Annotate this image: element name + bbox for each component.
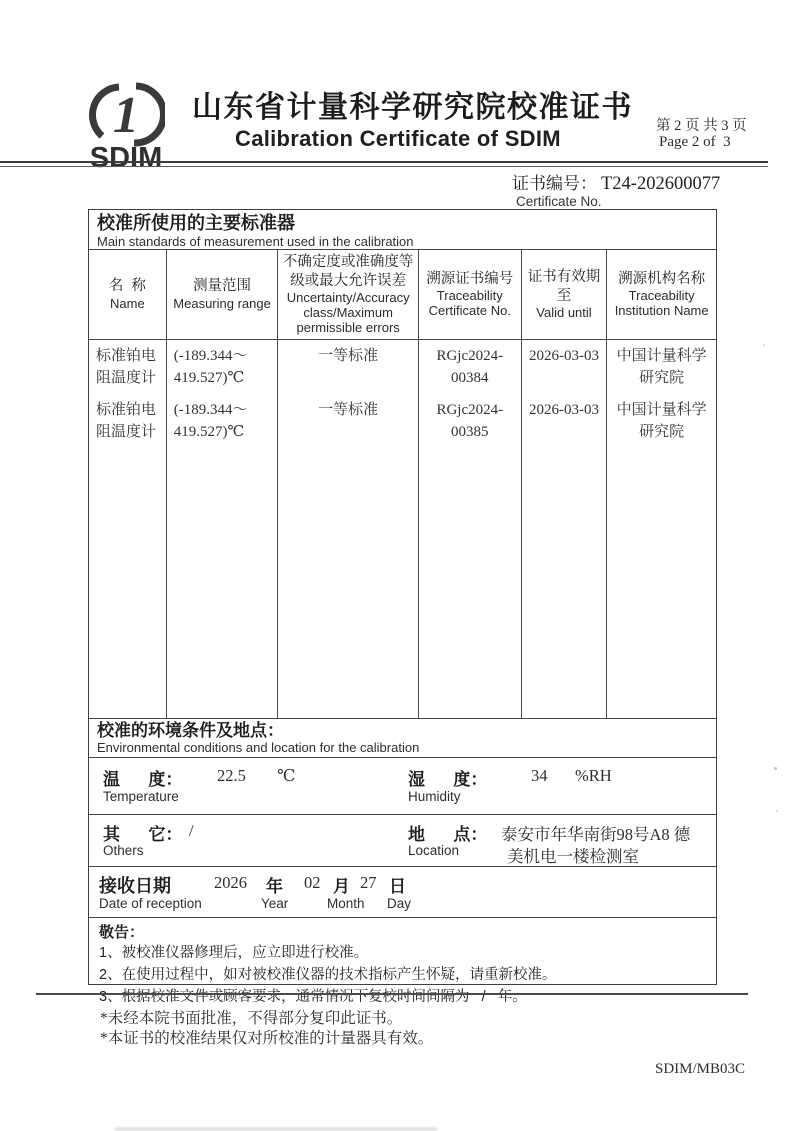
notice-item-2: 2、在使用过程中，如对被校准仪器的技术指标产生怀疑，请重新校准。 <box>99 966 557 983</box>
reception-month-zh: 月 <box>333 877 350 896</box>
others-label-zh: 其 它： <box>103 825 183 844</box>
certificate-number-value: T24-202600077 <box>601 174 721 194</box>
reception-year-value: 2026 <box>214 873 247 892</box>
standard-name-row1: 标准铂电阻温度计 <box>96 348 157 386</box>
standards-column-headers <box>89 250 716 340</box>
scan-smudge <box>115 1127 437 1131</box>
scan-speck <box>774 767 777 770</box>
footer-note-2: *本证书的校准结果仅对所校准的计量器具有效。 <box>100 1030 434 1047</box>
scan-speck <box>763 344 765 346</box>
environment-title-en: Environmental conditions and location for the calibration <box>97 740 420 756</box>
others-value: / <box>189 821 194 840</box>
notice-item-1: 1、被校准仪器修理后，应立即进行校准。 <box>99 945 369 961</box>
humidity-label-zh: 湿 度： <box>408 770 488 789</box>
environment-section-title <box>89 719 716 758</box>
temperature-label-en: Temperature <box>103 789 179 804</box>
logo-text: SDIM <box>89 142 163 174</box>
accuracy-row2: 一等标准 <box>318 402 379 418</box>
certificate-title-en: Calibration Certificate of SDIM <box>235 126 561 151</box>
measuring-range-row1: (-189.344～ 419.527)℃ <box>173 348 248 386</box>
sdim-logo <box>76 82 176 173</box>
reception-day-zh: 日 <box>389 877 406 896</box>
reception-label-zh: 接收日期 <box>99 876 171 896</box>
standards-section-title <box>89 210 716 250</box>
reception-day-value: 27 <box>360 873 377 892</box>
column-header-measuring-range: 测量范围 Measuring range <box>167 250 279 339</box>
reception-year-en: Year <box>261 896 289 911</box>
valid-until-row1: 2026-03-03 <box>528 348 599 364</box>
standard-name-row2: 标准铂电阻温度计 <box>96 402 157 440</box>
header-divider <box>0 161 768 167</box>
notice-box <box>89 918 716 1012</box>
page-number-zh: 第 2 页 共 3 页 <box>656 118 747 134</box>
accuracy-row1: 一等标准 <box>318 348 379 364</box>
valid-until-row2: 2026-03-03 <box>528 402 599 418</box>
notice-title: 敬告： <box>99 924 145 941</box>
notice-item-3: 3、根据校准文件或顾客要求，通常情况下复校时间间隔为 / 年。 <box>99 988 527 1005</box>
certificate-number <box>512 169 720 195</box>
institution-row1: 中国计量科学 研究院 <box>616 348 707 386</box>
temperature-humidity-row <box>89 758 716 815</box>
standards-table <box>88 209 717 1005</box>
reception-day-en: Day <box>387 896 412 911</box>
column-range-values <box>167 340 279 718</box>
humidity-unit: %RH <box>575 766 612 785</box>
footer-note-1: *未经本院书面批准，不得部分复印此证书。 <box>100 1010 403 1027</box>
standards-section-title-en: Main standards of measurement used in the calibration <box>97 233 414 249</box>
footer-divider <box>36 993 748 995</box>
column-header-institution: 溯源机构名称 Traceability Institution Name <box>614 271 709 319</box>
location-value-line2: 美机电一楼检测室 <box>507 847 639 866</box>
svg-text:1: 1 <box>113 87 139 144</box>
institution-row2: 中国计量科学 研究院 <box>616 402 707 440</box>
traceability-cert-row2: RGjc2024- 00385 <box>436 402 504 440</box>
reception-year-zh: 年 <box>266 877 283 896</box>
others-label-en: Others <box>103 843 144 858</box>
certificate-number-label: 证书编号： <box>512 174 597 193</box>
traceability-cert-row1: RGjc2024- 00384 <box>436 348 504 386</box>
form-code: SDIM/MB03C <box>655 1061 746 1077</box>
column-header-name: 名 称 Name <box>89 250 167 339</box>
column-institution-values <box>607 340 716 718</box>
temperature-unit: ℃ <box>277 766 296 785</box>
standards-section-title-zh: 校准所使用的主要标准器 <box>97 213 295 233</box>
page-number-en: Page 2 of 3 <box>659 134 731 150</box>
reception-month-en: Month <box>327 896 365 911</box>
location-label-zh: 地 点： <box>408 825 488 844</box>
location-value-line1: 泰安市年华南街98号A8 德 <box>501 825 691 844</box>
certificate-title-zh: 山东省计量科学研究院校准证书 <box>192 91 633 124</box>
column-name-values <box>89 340 167 718</box>
certificate-number-label-en: Certificate No. <box>516 194 602 209</box>
humidity-label-en: Humidity <box>408 789 461 804</box>
temperature-label-zh: 温 度： <box>103 770 183 789</box>
column-header-uncertainty: 不确定度或准确度等级或最大允许误差 Uncertainty/Accuracy class/Maximum permissible errors <box>278 250 419 339</box>
column-cert-no-values <box>419 340 522 718</box>
environment-title-zh: 校准的环境条件及地点： <box>97 721 284 740</box>
column-valid-until-values <box>522 340 608 718</box>
humidity-value: 34 <box>531 766 548 785</box>
others-location-row <box>89 815 716 867</box>
reception-month-value: 02 <box>304 873 321 892</box>
sdim-logo-icon <box>87 82 165 148</box>
scan-speck <box>776 810 778 812</box>
reception-date-row <box>89 867 716 918</box>
measuring-range-row2: (-189.344～ 419.527)℃ <box>173 402 248 440</box>
column-header-valid-until: 证书有效期至 Valid until <box>522 250 608 339</box>
column-accuracy-values <box>278 340 419 718</box>
standards-data-area <box>89 340 716 719</box>
location-label-en: Location <box>408 843 460 858</box>
reception-label-en: Date of reception <box>99 896 202 911</box>
temperature-value: 22.5 <box>217 766 246 785</box>
column-header-traceability-cert: 溯源证书编号 Traceability Certificate No. <box>419 250 522 339</box>
